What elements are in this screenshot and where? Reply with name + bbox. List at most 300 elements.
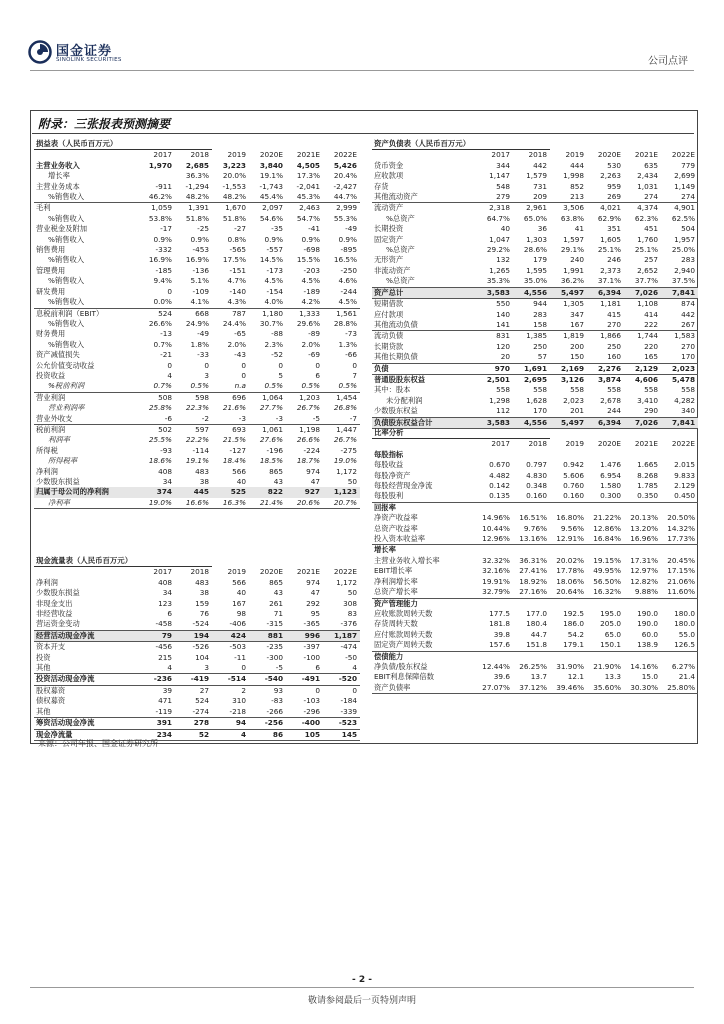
table-row xyxy=(34,653,360,663)
table-cell: 29.6% xyxy=(296,318,321,328)
table-cell: -41 xyxy=(308,224,321,234)
table-cell: 9.56% xyxy=(560,523,585,533)
table-cell: 1,149 xyxy=(674,181,696,191)
table-row xyxy=(34,467,360,477)
table-cell: 50 xyxy=(347,588,358,598)
table-row xyxy=(372,524,698,534)
table-cell xyxy=(550,651,587,662)
table-cell xyxy=(513,598,550,609)
row-label: 存货周转天数 xyxy=(374,619,418,629)
table-cell: 112 xyxy=(476,406,513,417)
table-row xyxy=(372,460,698,470)
table-cell: 98 xyxy=(236,609,247,619)
table-cell: -52 xyxy=(271,350,284,360)
table-cell: 1,031 xyxy=(637,181,659,191)
table-cell: 881 xyxy=(249,630,286,641)
table-cell: 5 xyxy=(278,370,284,380)
table-cell: 6 xyxy=(315,370,321,380)
table-cell: 1.785 xyxy=(637,481,659,491)
table-cell: 1,561 xyxy=(336,308,358,318)
table-cell: 16.9% xyxy=(185,255,210,265)
row-label: 回报率 xyxy=(374,502,396,512)
table-cell: 190.0 xyxy=(637,619,659,629)
table-cell xyxy=(513,450,550,460)
table-cell: 1,172 xyxy=(336,577,358,587)
table-cell: -406 xyxy=(212,619,249,630)
table-cell: -2 xyxy=(175,414,212,425)
year-header: 2020E xyxy=(597,150,622,160)
row-label: 销售费用 xyxy=(36,245,66,255)
table-cell: 195.0 xyxy=(600,608,622,618)
row-label: 营业税金及附加 xyxy=(36,224,88,234)
table-cell: -136 xyxy=(192,265,210,275)
row-label: 偿债能力 xyxy=(374,651,404,661)
table-cell: 6.954 xyxy=(600,470,622,480)
table-cell: 1,198 xyxy=(299,424,321,434)
table-row xyxy=(372,450,698,460)
table-cell: -103 xyxy=(303,696,321,706)
table-row xyxy=(372,342,698,352)
table-cell: -911 xyxy=(155,181,172,191)
table-cell: -520 xyxy=(323,674,360,685)
table-cell: 2.015 xyxy=(674,460,696,470)
table-row xyxy=(372,406,698,417)
table-cell: -151 xyxy=(229,265,247,275)
table-cell: -49 xyxy=(345,224,358,234)
row-label: 增长率 xyxy=(374,545,396,555)
row-label: 流动负债 xyxy=(374,331,404,341)
row-label: 非经营收益 xyxy=(36,609,73,619)
table-cell: -3 xyxy=(249,414,286,425)
table-cell: 3,223 xyxy=(222,160,247,170)
logo-english-name: SINOLINK SECURITIES xyxy=(56,57,122,63)
table-cell: 250 xyxy=(533,341,548,351)
table-cell: 944 xyxy=(533,299,548,309)
year-header: 2021E xyxy=(634,439,659,449)
table-row xyxy=(34,287,360,297)
table-cell: 927 xyxy=(286,487,323,497)
row-label: 净资产收益率 xyxy=(374,513,418,523)
table-cell: 1,991 xyxy=(563,265,585,275)
table-cell: 179.1 xyxy=(550,640,587,651)
table-cell: 0 xyxy=(241,360,247,370)
table-cell: 5,426 xyxy=(333,160,358,170)
table-cell: 2,263 xyxy=(600,171,622,181)
row-label: 净利率 xyxy=(34,498,138,509)
table-cell: 141 xyxy=(476,320,513,331)
row-label: 长期投资 xyxy=(374,224,404,234)
row-label: 其中：股本 xyxy=(374,385,411,395)
table-cell: 18.5% xyxy=(259,456,284,466)
table-row xyxy=(372,598,698,609)
table-cell: 20.4% xyxy=(333,171,358,181)
row-label: 资产管理能力 xyxy=(374,598,418,608)
table-cell: 525 xyxy=(212,487,249,497)
table-row xyxy=(34,588,360,598)
table-cell: -3 xyxy=(212,414,249,425)
row-label: 其他流动资产 xyxy=(372,192,476,203)
row-label: 主营业务收入增长率 xyxy=(374,555,440,565)
table-cell: 4.0% xyxy=(249,297,286,308)
table-cell: 16.32% xyxy=(587,587,624,598)
table-cell: 0.5% xyxy=(175,381,212,392)
row-label: 所得税率 xyxy=(48,456,78,466)
table-cell: -300 xyxy=(266,652,284,662)
table-cell: -236 xyxy=(138,674,175,685)
table-cell: 267 xyxy=(661,320,698,331)
table-cell xyxy=(587,598,624,609)
table-cell: 0.160 xyxy=(550,491,587,502)
table-cell: 200 xyxy=(570,341,585,351)
table-cell: 0.7% xyxy=(153,339,172,349)
table-cell: 26.6% xyxy=(296,435,321,445)
table-cell: -419 xyxy=(175,674,212,685)
table-cell: -119 xyxy=(138,707,175,718)
table-cell: 4.5% xyxy=(323,297,360,308)
table-cell: -339 xyxy=(323,707,360,718)
table-cell: 524 xyxy=(195,696,210,706)
table-row xyxy=(34,371,360,381)
table-cell: 54.7% xyxy=(296,213,321,223)
year-header-row xyxy=(372,439,698,450)
table-cell: 150 xyxy=(550,352,587,363)
year-header: 2020E xyxy=(259,567,284,577)
table-cell: 4,556 xyxy=(513,287,550,298)
table-cell: 1,385 xyxy=(526,331,548,341)
table-cell: -397 xyxy=(303,642,321,652)
row-label: 营业利润率 xyxy=(48,403,85,413)
table-row xyxy=(372,352,698,363)
table-row xyxy=(372,192,698,203)
table-cell: 38 xyxy=(199,477,210,486)
table-cell: 170 xyxy=(661,352,698,363)
table-cell: 1,047 xyxy=(489,234,510,244)
table-cell xyxy=(661,651,698,662)
table-cell: -27 xyxy=(234,224,247,234)
row-label: %销售收入 xyxy=(34,297,138,308)
table-cell: 444 xyxy=(570,160,585,170)
table-cell: 52 xyxy=(175,729,212,740)
table-cell: -540 xyxy=(249,674,286,685)
table-cell: 1,059 xyxy=(151,203,172,213)
table-row xyxy=(372,577,698,587)
table-row xyxy=(372,640,698,651)
table-cell: 64.7% xyxy=(486,213,510,223)
source-note: 来源：公司年报、国金证券研究所 xyxy=(38,739,158,748)
ratio-analysis-table xyxy=(372,428,698,694)
table-cell xyxy=(624,502,661,513)
year-header: 2019 xyxy=(565,439,585,449)
table-row xyxy=(372,609,698,619)
table-cell: 1,866 xyxy=(600,331,622,341)
table-cell: 970 xyxy=(476,363,513,374)
table-cell: 0.0% xyxy=(138,297,175,308)
table-cell: 39.8 xyxy=(493,629,510,639)
table-cell xyxy=(624,651,661,662)
table-cell: 14.16% xyxy=(630,661,659,671)
table-cell: 10.44% xyxy=(482,523,510,533)
row-label: %总资产 xyxy=(386,245,415,255)
table-cell: 209 xyxy=(513,192,550,203)
table-cell: 35.0% xyxy=(513,276,550,287)
table-cell: 76 xyxy=(199,609,210,619)
row-label: 利润率 xyxy=(48,435,70,445)
year-header-row xyxy=(372,150,698,161)
table-cell: 424 xyxy=(212,630,249,641)
table-row xyxy=(372,331,698,342)
table-cell: 508 xyxy=(158,392,172,402)
table-cell: 1,744 xyxy=(637,331,659,341)
table-cell: 7,026 xyxy=(624,287,661,298)
table-cell: 1.3% xyxy=(338,339,358,349)
table-cell: 668 xyxy=(195,308,210,318)
table-cell: 558 xyxy=(644,385,659,395)
table-row xyxy=(372,417,698,428)
table-cell: 1,123 xyxy=(323,487,360,497)
table-cell: -275 xyxy=(340,445,358,455)
row-label: 增长率 xyxy=(48,171,70,181)
table-cell: 0 xyxy=(204,360,210,370)
table-cell: 34 xyxy=(162,588,172,598)
row-label: 所得税 xyxy=(36,445,58,455)
table-cell: 1,957 xyxy=(674,234,696,244)
row-label: 非现金支出 xyxy=(36,598,73,608)
table-cell: 16.84% xyxy=(587,534,624,545)
table-cell xyxy=(624,598,661,609)
table-cell: 974 xyxy=(306,577,321,587)
table-row xyxy=(34,685,360,696)
table-row xyxy=(372,491,698,502)
table-cell: 4.1% xyxy=(175,297,212,308)
table-cell: 36.3% xyxy=(185,171,210,181)
table-cell xyxy=(587,651,624,662)
table-cell: 15.0 xyxy=(641,672,659,682)
table-cell: 1.476 xyxy=(600,460,622,470)
table-cell: n.a xyxy=(212,381,249,392)
table-cell: 12.91% xyxy=(550,534,587,545)
table-cell: -400 xyxy=(286,718,323,729)
table-cell: 4,556 xyxy=(513,417,550,428)
table-cell: 1,595 xyxy=(526,265,548,275)
table-cell: 558 xyxy=(570,385,585,395)
table-cell: 21.6% xyxy=(222,403,247,413)
table-cell: 1,819 xyxy=(563,331,585,341)
table-cell: 274 xyxy=(661,192,698,203)
table-cell: 20.50% xyxy=(667,513,696,523)
table-cell: 340 xyxy=(661,406,698,417)
table-cell: 0.9% xyxy=(153,234,172,244)
table-cell: 4 xyxy=(167,370,172,380)
table-row xyxy=(372,171,698,181)
table-cell: 25.80% xyxy=(661,683,698,694)
row-label: 总资产增长率 xyxy=(372,587,476,598)
table-cell: 6 xyxy=(167,609,172,619)
table-cell: 731 xyxy=(533,181,548,191)
table-cell: 21.5% xyxy=(222,435,247,445)
row-label: 净利润 xyxy=(36,466,58,476)
table-cell: 192.5 xyxy=(563,608,585,618)
table-cell: 13.20% xyxy=(630,523,659,533)
table-cell: 1,597 xyxy=(563,234,585,244)
table-cell: -50 xyxy=(345,652,358,662)
table-cell: 54.2 xyxy=(567,629,585,639)
table-cell: -895 xyxy=(340,245,358,255)
table-cell: 27.07% xyxy=(476,683,513,694)
table-cell: 39.6 xyxy=(493,672,510,682)
table-cell: 19.1% xyxy=(185,456,210,466)
table-cell: 558 xyxy=(533,385,548,395)
table-cell: -109 xyxy=(192,286,210,296)
row-label: 筹资活动现金净流 xyxy=(34,718,138,729)
table-cell: 12.44% xyxy=(482,661,510,671)
table-row xyxy=(372,276,698,287)
table-cell: 27.7% xyxy=(259,403,284,413)
table-cell: 1,670 xyxy=(225,203,247,213)
row-label: %总资产 xyxy=(386,213,415,223)
table-cell xyxy=(661,502,698,513)
table-cell: 0.160 xyxy=(513,491,550,502)
table-cell: -266 xyxy=(249,707,286,718)
table-row xyxy=(34,308,360,319)
table-cell: 6,394 xyxy=(587,417,624,428)
year-header-row xyxy=(34,567,360,578)
table-row xyxy=(34,696,360,706)
table-cell: 51.8% xyxy=(185,213,210,223)
table-cell: 45.4% xyxy=(249,192,286,203)
year-header: 2017 xyxy=(153,567,172,577)
table-cell: 37.7% xyxy=(624,276,661,287)
table-cell: 18.7% xyxy=(296,456,321,466)
table-cell: -69 xyxy=(308,350,321,360)
table-cell: 4.2% xyxy=(286,297,323,308)
table-cell: 7,841 xyxy=(661,287,698,298)
table-cell: 1.665 xyxy=(637,460,659,470)
table-cell: 16.9% xyxy=(148,255,172,265)
table-cell: 16.51% xyxy=(519,513,548,523)
table-row xyxy=(34,663,360,674)
table-cell: 1,180 xyxy=(262,308,284,318)
table-cell: 4,901 xyxy=(674,203,696,213)
table-cell: 20 xyxy=(476,352,513,363)
row-label: 少数股东损益 xyxy=(36,588,80,598)
table-cell: 0.797 xyxy=(526,460,548,470)
table-cell: 14.96% xyxy=(482,513,510,523)
table-cell: 15.5% xyxy=(296,255,321,265)
row-label: 净利润增长率 xyxy=(374,576,418,586)
table-cell xyxy=(476,651,513,662)
table-cell: 22.2% xyxy=(185,435,210,445)
table-cell: -65 xyxy=(234,329,247,339)
table-row xyxy=(34,707,360,718)
year-header: 2018 xyxy=(528,150,548,160)
table-cell: 16.96% xyxy=(624,534,661,545)
table-row xyxy=(34,456,360,466)
table-row xyxy=(34,297,360,308)
table-row xyxy=(372,651,698,662)
table-cell: 49.95% xyxy=(593,566,622,576)
table-cell: 1,172 xyxy=(336,466,358,476)
year-header: 2021E xyxy=(296,567,321,577)
table-cell: 18.6% xyxy=(148,456,172,466)
table-cell: 374 xyxy=(138,487,175,497)
table-cell: 0.8% xyxy=(227,234,247,244)
row-label: 净利润 xyxy=(36,577,58,587)
table-row xyxy=(372,683,698,694)
row-label: 经营活动现金净流 xyxy=(34,630,138,641)
row-label: 资产总计 xyxy=(372,287,476,298)
row-label: %销售收入 xyxy=(48,318,85,328)
table-cell: 120 xyxy=(496,341,510,351)
table-cell: 4,374 xyxy=(637,203,659,213)
table-cell: 0 xyxy=(315,360,321,370)
table-cell: 391 xyxy=(138,718,175,729)
table-cell: 21.22% xyxy=(593,513,622,523)
table-cell: 4,606 xyxy=(634,374,659,384)
table-cell: 151.8 xyxy=(513,640,550,651)
table-cell: 60.0 xyxy=(641,629,659,639)
table-row xyxy=(372,471,698,481)
table-cell xyxy=(476,502,513,513)
table-cell: 43 xyxy=(273,477,284,486)
table-cell: 502 xyxy=(158,424,172,434)
table-cell: 32.32% xyxy=(482,555,510,565)
table-cell: -35 xyxy=(271,224,284,234)
table-cell xyxy=(550,545,587,556)
table-cell: -365 xyxy=(286,619,323,630)
table-cell: 37.5% xyxy=(661,276,698,287)
table-cell xyxy=(624,545,661,556)
row-label: %销售收入 xyxy=(48,213,85,223)
table-cell: 1,454 xyxy=(336,392,358,402)
table-row xyxy=(34,619,360,630)
table-cell: 344 xyxy=(496,160,510,170)
table-cell: 27.41% xyxy=(519,566,548,576)
row-label: 非流动资产 xyxy=(374,265,411,275)
year-header: 2020E xyxy=(597,439,622,449)
table-cell: 1,305 xyxy=(563,299,585,309)
table-row xyxy=(34,361,360,371)
table-cell: -256 xyxy=(249,718,286,729)
table-cell: 220 xyxy=(644,341,659,351)
table-cell xyxy=(513,651,550,662)
table-cell: -315 xyxy=(249,619,286,630)
table-row xyxy=(372,630,698,640)
table-title-row xyxy=(372,428,698,439)
table-cell: -296 xyxy=(286,707,323,718)
year-header: 2019 xyxy=(565,150,585,160)
table-cell: 18.92% xyxy=(519,576,548,586)
table-cell: 7,841 xyxy=(661,417,698,428)
table-cell: 2,318 xyxy=(489,203,510,213)
table-cell: 36.31% xyxy=(519,555,548,565)
table-cell: 2,434 xyxy=(637,171,659,181)
table-row xyxy=(34,171,360,181)
table-cell: 21.4 xyxy=(678,672,696,682)
table-cell: 179 xyxy=(533,255,548,265)
table-row xyxy=(372,214,698,224)
table-cell: 822 xyxy=(249,487,286,497)
table-cell: 1,691 xyxy=(513,363,550,374)
table-cell: 20.02% xyxy=(556,555,585,565)
table-cell xyxy=(138,171,175,181)
table-cell: 414 xyxy=(644,309,659,319)
table-cell: 126.5 xyxy=(661,640,698,651)
table-row xyxy=(372,320,698,331)
table-cell: 1,760 xyxy=(637,234,659,244)
table-cell: 5,497 xyxy=(550,287,587,298)
table-cell: 35.3% xyxy=(476,276,513,287)
table-cell: 177.5 xyxy=(489,608,510,618)
